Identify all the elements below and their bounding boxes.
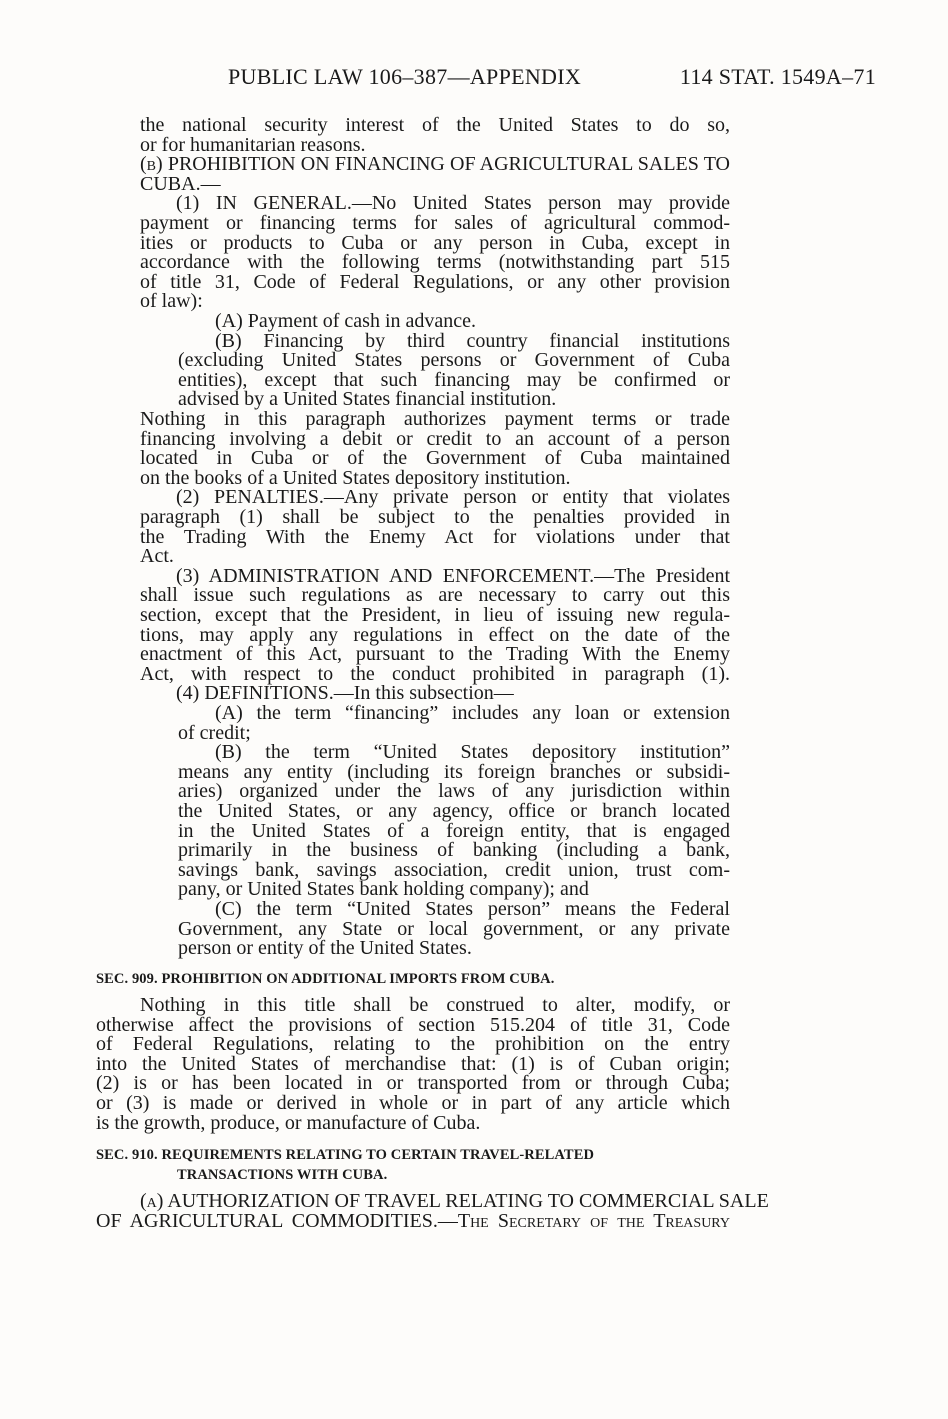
text-line: of title 31, Code of Federal Regulations, or any other provision — [140, 270, 730, 293]
text-line: Nothing in this paragraph authorizes payment terms or trade — [140, 408, 730, 430]
subsection-heading-text: OF AGRICULTURAL COMMODITIES.—The Secretary of the Treasury — [96, 1209, 730, 1232]
header-title: PUBLIC LAW 106–387—APPENDIX — [228, 64, 582, 89]
text-line: accordance with the following terms (notwithstanding part 515 — [140, 251, 730, 274]
subsection-heading: (b) PROHIBITION ON FINANCING OF AGRICULTURAL SALES TO — [140, 153, 730, 176]
text-line: section, except that the President, in lieu of issuing new regula- — [140, 604, 730, 626]
text-line: Act. — [140, 545, 174, 568]
text-line: savings bank, savings association, credit union, trust com- — [178, 858, 730, 881]
paragraph-heading-line: (2) PENALTIES.—Any private person or entity that violates — [176, 486, 730, 509]
text-line: Nothing in this title shall be construed to alter, modify, or — [140, 994, 730, 1016]
text-line: Government, any State or local government, or any private — [178, 917, 730, 940]
text-line: ities or products to Cuba or any person in Cuba, except in — [140, 231, 730, 254]
text-line: on the books of a United States depository institution. — [140, 466, 571, 489]
text-line: payment or financing terms for sales of agricultural commod- — [140, 212, 730, 234]
text-line: person or entity of the United States. — [178, 937, 472, 960]
subsection-heading — [96, 1209, 730, 1232]
text-line: otherwise affect the provisions of section 515.204 of title 31, Code — [96, 1013, 730, 1036]
text-line: of credit; — [178, 721, 251, 744]
text-line: into the United States of merchandise that: (1) is of Cuban origin; — [96, 1052, 730, 1075]
text-line: enactment of this Act, pursuant to the Trading With the Enemy — [140, 643, 730, 666]
header-stat-citation: 114 STAT. 1549A–71 — [679, 64, 876, 89]
text-line: of Federal Regulations, relating to the prohibition on the entry — [96, 1033, 730, 1056]
text-line: (B) the term “United States depository institution” — [215, 741, 730, 764]
text-line: is the growth, produce, or manufacture of Cuba. — [96, 1111, 481, 1134]
text-line: or (3) is made or derived in whole or in part of any article which — [96, 1092, 730, 1114]
text-line: pany, or United States bank holding company); and — [178, 878, 589, 901]
text-line: entities), except that such financing may be confirmed or — [178, 368, 730, 391]
text-line: shall issue such regulations as are necessary to carry out this — [140, 584, 730, 607]
text-line: primarily in the business of banking (including a bank, — [178, 839, 730, 862]
text-line: aries) organized under the laws of any jurisdiction within — [178, 780, 730, 803]
text-line: advised by a United States financial institution. — [178, 388, 557, 411]
text-line: Act, with respect to the conduct prohibited in paragraph (1). — [140, 662, 730, 685]
text-line: the national security interest of the United States to do so, — [140, 114, 730, 136]
text-line: (2) is or has been located in or transported from or through Cuba; — [96, 1072, 730, 1095]
text-line: (B) Financing by third country financial institutions — [215, 329, 730, 352]
text-line: (A) Payment of cash in advance. — [215, 310, 477, 332]
text-line: tions, may apply any regulations in effect on the date of the — [140, 623, 730, 646]
subsection-heading: CUBA.— — [140, 172, 221, 195]
section-heading-909: SEC. 909. PROHIBITION ON ADDITIONAL IMPORTS FROM CUBA. — [96, 971, 555, 987]
text-line: (excluding United States persons or Government of Cuba — [178, 349, 730, 372]
text-line: in the United States of a foreign entity, that is engaged — [178, 819, 730, 842]
paragraph-heading-line: (3) ADMINISTRATION AND ENFORCEMENT.—The President — [176, 564, 730, 587]
paragraph-heading-line: (4) DEFINITIONS.—In this subsection— — [176, 682, 514, 705]
text-line: financing involving a debit or credit to an account of a person — [140, 427, 730, 450]
section-heading-910: SEC. 910. REQUIREMENTS RELATING TO CERTAIN TRAVEL-RELATED — [96, 1147, 595, 1163]
text-line: located in Cuba or of the Government of Cuba maintained — [140, 447, 730, 470]
text-line: the United States, or any agency, office or branch located — [178, 800, 730, 822]
subsection-heading: (a) AUTHORIZATION OF TRAVEL RELATING TO COMMERCIAL SALE — [140, 1190, 769, 1212]
text-line: (A) the term “financing” includes any loan or extension — [215, 702, 730, 724]
text-line: (C) the term “United States person” means the Federal — [215, 898, 730, 920]
text-line: paragraph (1) shall be subject to the penalties provided in — [140, 506, 730, 528]
section-heading-910-cont: TRANSACTIONS WITH CUBA. — [177, 1167, 388, 1183]
text-line: the Trading With the Enemy Act for violations under that — [140, 525, 730, 548]
text-line: of law): — [140, 290, 203, 313]
text-line: means any entity (including its foreign branches or subsidi- — [178, 760, 730, 783]
text-line: or for humanitarian reasons. — [140, 133, 366, 156]
paragraph-heading-line: (1) IN GENERAL.—No United States person may provide — [176, 192, 730, 215]
